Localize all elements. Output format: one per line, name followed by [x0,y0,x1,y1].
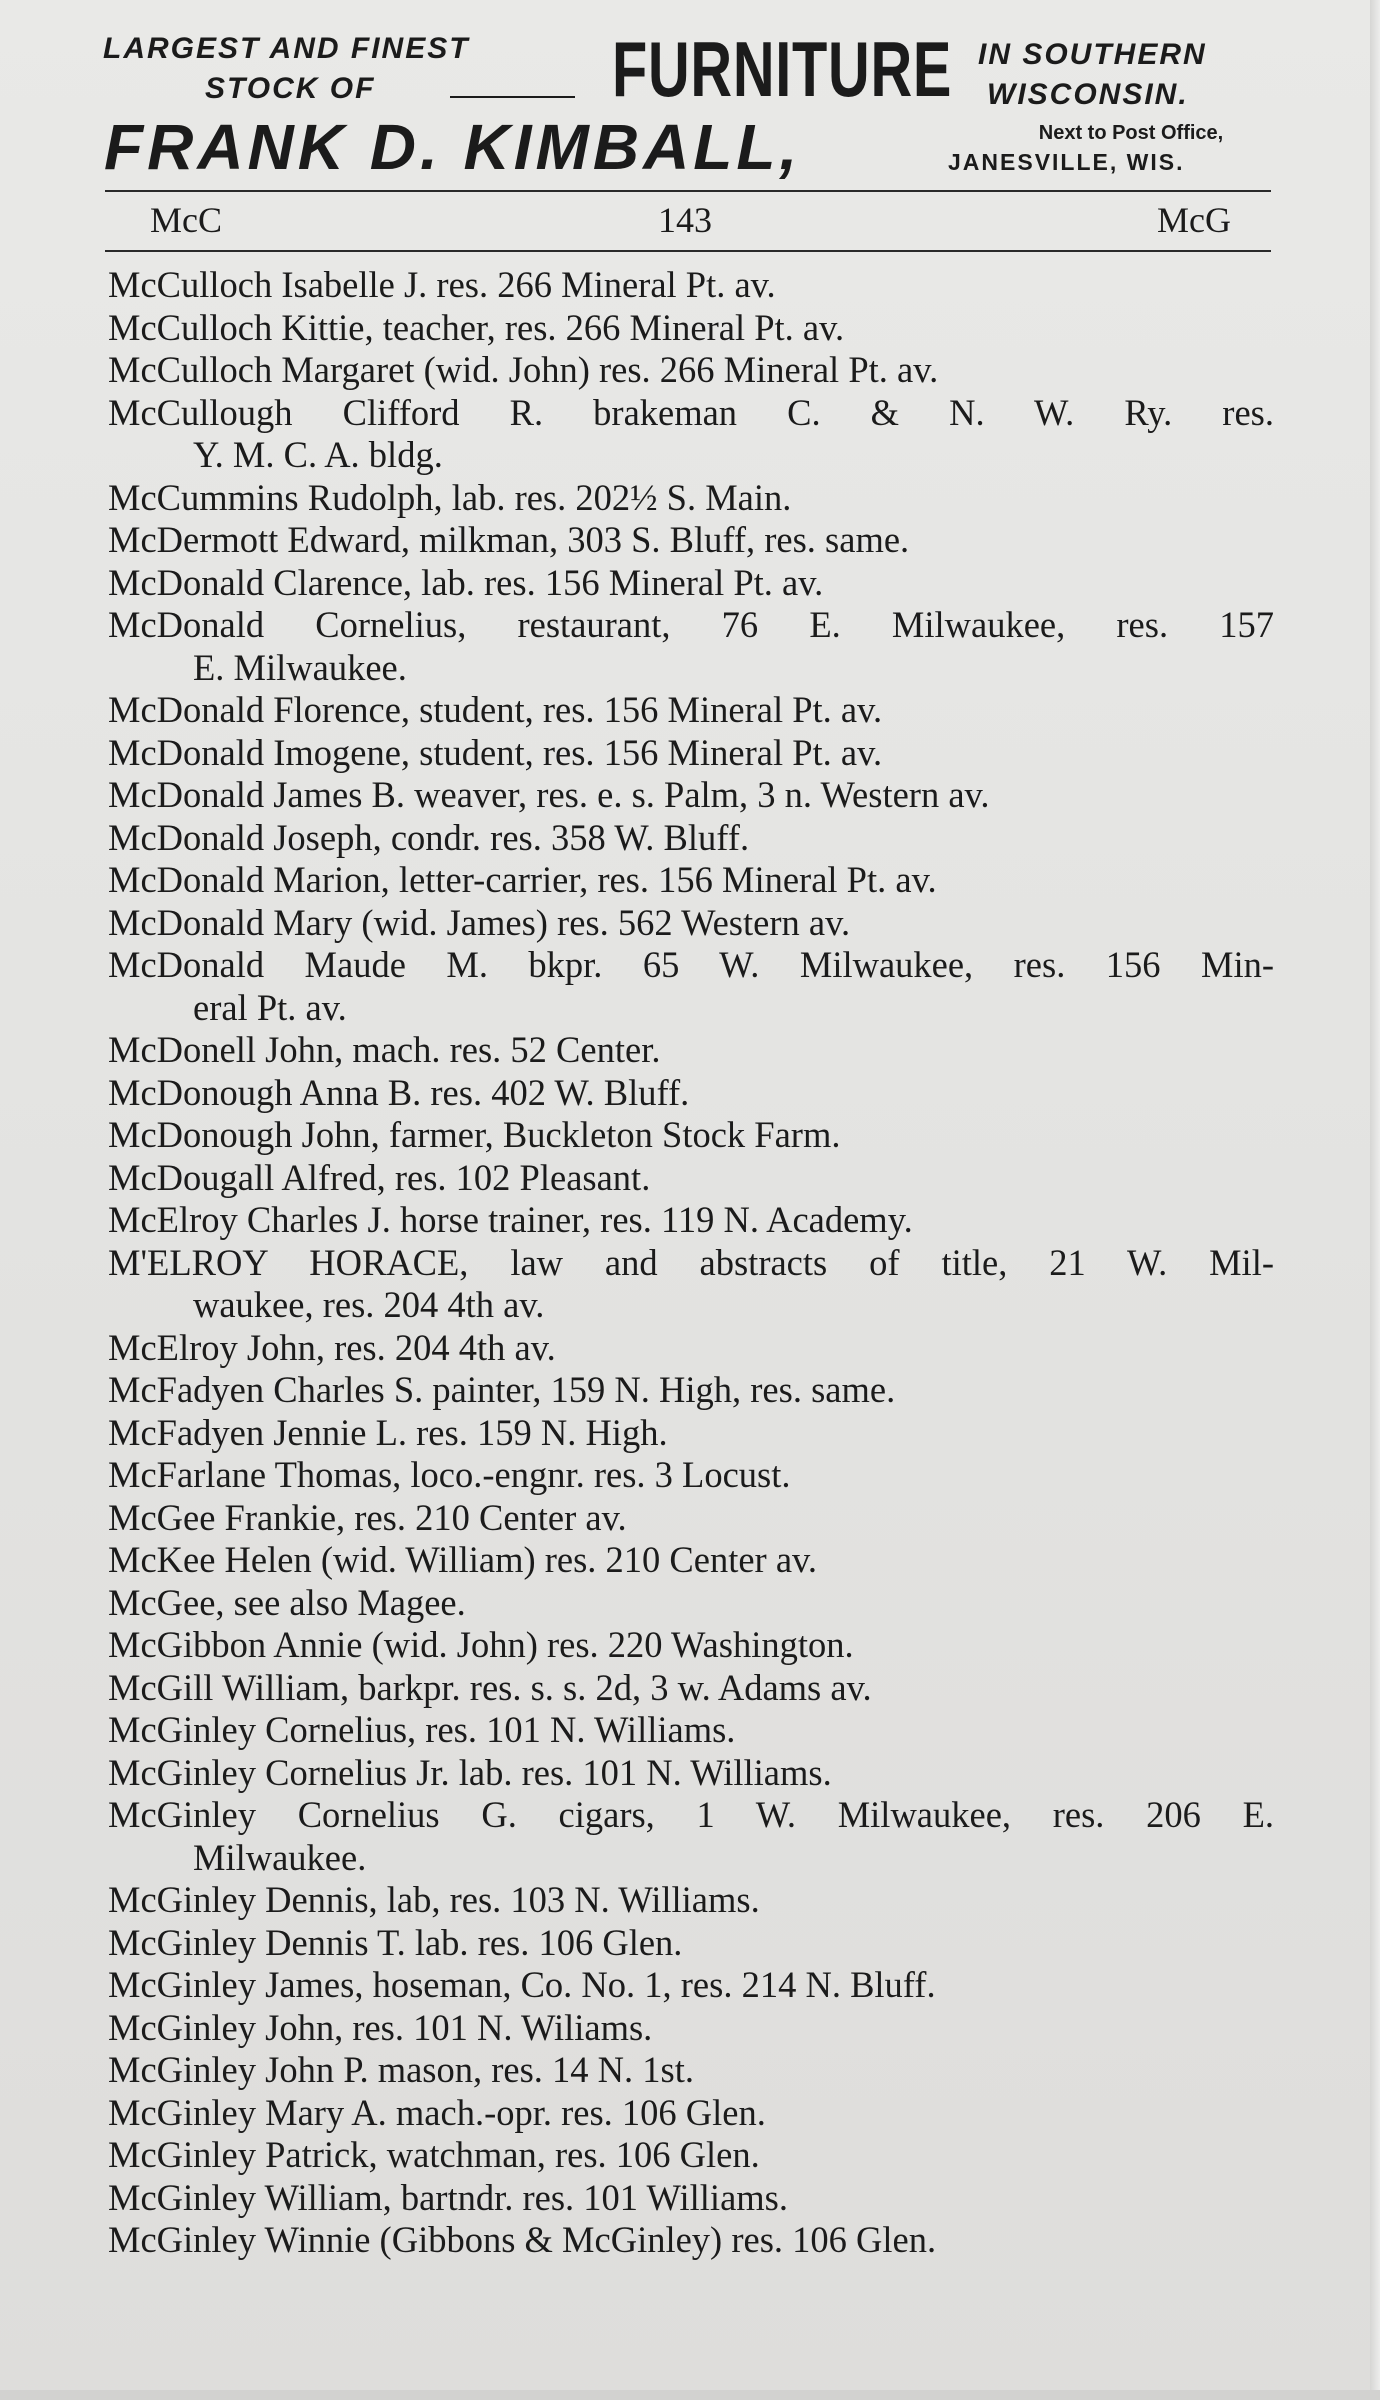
directory-entry [108,2007,1274,2050]
directory-entry [108,817,1274,860]
entry-text: McGinley Cornelius G. cigars, 1 W. Milwaukee, res. 206 E. [108,1794,1274,1835]
running-head-left: McC [150,200,222,240]
ad-headline: FURNITURE [612,25,953,113]
directory-entry [108,519,1274,562]
directory-entry [108,2134,1274,2177]
page-edge-right [1370,0,1380,2400]
directory-entry [108,1879,1274,1922]
entry-text: McGinley John P. mason, res. 14 N. 1st. [108,2049,695,2090]
entry-text: McGinley William, bartndr. res. 101 Williams. [108,2176,788,2218]
entry-text: McGinley James, hoseman, Co. No. 1, res. 214 N. Bluff. [108,1964,936,2005]
directory-entry [108,1582,1274,1625]
entry-text: McGinley John, res. 101 N. Wiliams. [108,2006,653,2048]
entry-text: McDonald Mary (wid. James) res. 562 Western av. [108,901,851,943]
directory-entry [108,1794,1274,1879]
directory-entry [108,1454,1274,1497]
entry-text: McGibbon Annie (wid. John) res. 220 Washington. [108,1624,854,1665]
entry-text: McFadyen Charles S. painter, 159 N. High, res. same. [108,1369,896,1410]
directory-entry [108,1369,1274,1412]
entry-text: McDonough John, farmer, Buckleton Stock Farm. [108,1114,841,1155]
directory-entry [108,562,1274,605]
entry-text: McDonald James B. weaver, res. e. s. Palm, 3 n. Western av. [108,774,990,815]
directory-entry [108,349,1274,392]
running-head-right: McG [1157,200,1231,240]
ad-region-line1: IN SOUTHERN [978,38,1207,71]
directory-entry [108,264,1274,307]
directory-entry [108,1412,1274,1455]
directory-entry [108,1964,1274,2007]
directory-entry [108,1114,1274,1157]
entry-text: M'ELROY HORACE, law and abstracts of title, 21 W. Mil- [108,1241,1274,1283]
directory-entry [108,1752,1274,1795]
entry-text: McDonough Anna B. res. 402 W. Bluff. [108,1071,690,1113]
directory-entry [108,1539,1274,1582]
entry-text: McCulloch Kittie, teacher, res. 266 Mineral Pt. av. [108,306,845,348]
ad-city: JANESVILLE, WIS. [948,149,1185,175]
header-rule-bottom [105,250,1271,252]
directory-entry [108,732,1274,775]
entry-continuation: waukee, res. 204 4th av. [193,1284,545,1325]
directory-entry [108,1157,1274,1200]
directory-entry [108,774,1274,817]
directory-entry [108,1029,1274,1072]
directory-entry [108,1709,1274,1752]
entry-text: McGinley Mary A. mach.-opr. res. 106 Glen. [108,2091,766,2133]
entry-text: McDonald Cornelius, restaurant, 76 E. Milwaukee, res. 157 [108,604,1274,645]
directory-entry [108,2177,1274,2220]
entry-text: McFarlane Thomas, loco.-engnr. res. 3 Locust. [108,1454,791,1495]
entry-text: McDonald Joseph, condr. res. 358 W. Bluff. [108,816,750,858]
entry-continuation: eral Pt. av. [193,986,347,1028]
directory-listing [108,264,1274,2262]
entry-text: McFadyen Jennie L. res. 159 N. High. [108,1411,668,1453]
ad-location-note: Next to Post Office, [1038,122,1224,144]
entry-text: McDermott Edward, milkman, 303 S. Bluff, res. same. [108,519,910,560]
directory-entry [108,392,1274,477]
ad-tagline-line1: LARGEST AND FINEST [103,32,470,65]
entry-text: McDonald Florence, student, res. 156 Mineral Pt. av. [108,689,883,730]
ad-merchant-name: FRANK D. KIMBALL, [104,111,802,183]
page-number: 143 [658,200,712,240]
entry-text: McGinley Dennis, lab, res. 103 N. Williams. [108,1879,760,1920]
entry-text: McKee Helen (wid. William) res. 210 Center av. [108,1539,818,1580]
directory-entry [108,477,1274,520]
entry-text: McCulloch Margaret (wid. John) res. 266 Mineral Pt. av. [108,349,939,390]
entry-text: McGee, see also Magee. [108,1581,466,1623]
entry-text: McDougall Alfred, res. 102 Pleasant. [108,1156,651,1198]
entry-text: McGinley Patrick, watchman, res. 106 Glen. [108,2134,760,2175]
entry-text: McElroy John, res. 204 4th av. [108,1326,556,1368]
directory-entry [108,1667,1274,1710]
directory-entry [108,689,1274,732]
directory-entry [108,1497,1274,1540]
entry-text: McCummins Rudolph, lab. res. 202½ S. Main. [108,476,792,518]
directory-entry [108,1242,1274,1327]
entry-text: McGinley Cornelius Jr. lab. res. 101 N. Williams. [108,1751,832,1793]
directory-entry [108,1072,1274,1115]
entry-text: McDonald Maude M. bkpr. 65 W. Milwaukee, res. 156 Min- [108,944,1274,985]
entry-text: McGill William, barkpr. res. s. s. 2d, 3 w. Adams av. [108,1666,872,1708]
entry-continuation: Y. M. C. A. bldg. [193,434,443,475]
entry-text: McDonald Clarence, lab. res. 156 Mineral Pt. av. [108,561,824,603]
ad-tagline-line2: STOCK OF [205,72,376,105]
entry-text: McElroy Charles J. horse trainer, res. 119 N. Academy. [108,1199,913,1240]
entry-text: McCulloch Isabelle J. res. 266 Mineral Pt. av. [108,264,776,305]
entry-text: McGee Frankie, res. 210 Center av. [108,1496,627,1538]
directory-entry [108,944,1274,1029]
directory-entry [108,1199,1274,1242]
entry-text: McDonald Marion, letter-carrier, res. 156 Mineral Pt. av. [108,859,937,900]
entry-text: McGinley Cornelius, res. 101 N. Williams. [108,1709,736,1750]
entry-text: McDonell John, mach. res. 52 Center. [108,1029,661,1070]
entry-text: McGinley Winnie (Gibbons & McGinley) res. 106 Glen. [108,2219,937,2260]
entry-text: McGinley Dennis T. lab. res. 106 Glen. [108,1921,683,1963]
directory-entry [108,859,1274,902]
directory-entry [108,902,1274,945]
directory-entry [108,2049,1274,2092]
furniture-advertisement [0,0,1380,190]
directory-entry [108,2219,1274,2262]
entry-text: McDonald Imogene, student, res. 156 Mineral Pt. av. [108,731,883,773]
ad-region-line2: WISCONSIN. [987,78,1189,111]
entry-continuation: E. Milwaukee. [193,646,407,688]
directory-entry [108,2092,1274,2135]
directory-entry [108,1922,1274,1965]
directory-entry [108,604,1274,689]
page-edge-bottom [0,2390,1380,2400]
directory-entry [108,1327,1274,1370]
directory-entry [108,307,1274,350]
entry-text: McCullough Clifford R. brakeman C. & N. W. Ry. res. [108,391,1274,433]
directory-entry [108,1624,1274,1667]
entry-continuation: Milwaukee. [193,1836,367,1878]
running-head [105,192,1271,250]
ad-dash-rule [450,96,575,98]
